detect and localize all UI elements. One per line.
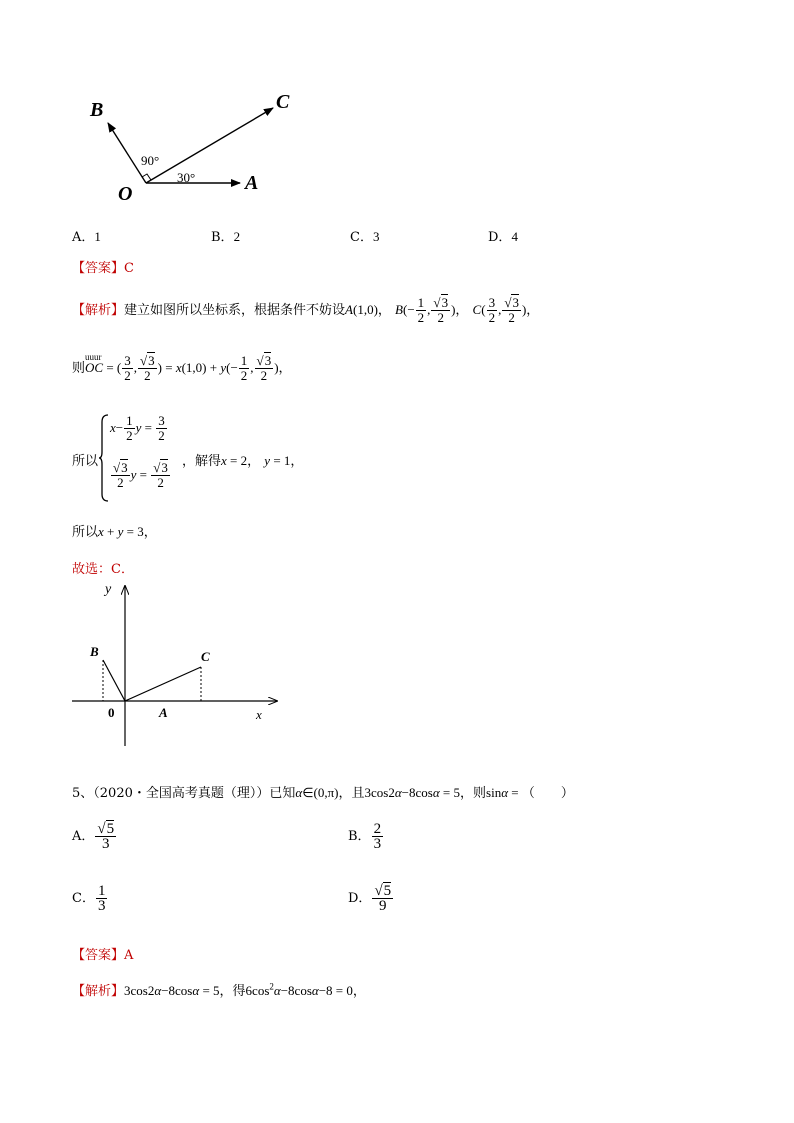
label-c: C	[276, 91, 290, 113]
q5-analysis-line: 【解析】3cos2α−8cosα = 5，得$6\cos^2\alpha-8\cos\alpha-8 = 0$，	[72, 981, 366, 999]
analysis-line-2: 则 uuur OC = ( $\frac{3}{2}$ , $\frac{√3}{2}$ ) = x(1,0) + y(− $\frac{1}{2}$ , $\frac{√3}{2}$ )，	[72, 352, 292, 383]
analysis-sum-line: 所以x + y = 3，	[72, 524, 157, 540]
label-x: x	[256, 707, 262, 722]
label-o: O	[118, 183, 133, 205]
angle-30-label: 30°	[177, 170, 196, 185]
equation-2: $\frac{√3}{2}$ y = $\frac{√3}{2}$	[113, 460, 168, 490]
label-b2: B	[90, 644, 99, 659]
option-c: C．3	[350, 229, 380, 245]
analysis-line-1: 【解析】建立如图所以坐标系，根据条件不妨设A(1,0)， B(− $\frac{1}{2}$ , $\frac{√3}{2}$ )， C( $\frac{3}{2}$ , $\frac{√3}{2}$ )，	[72, 295, 540, 325]
label-zero: 0	[108, 705, 115, 720]
q5-stem: 5、（2020・全国高考真题（理））已知α∈(0,π)，且3cos2α−8cosα = 5，则sinα = （ ）	[72, 785, 574, 801]
answer-line: 【答案】C	[72, 261, 134, 276]
option-a: A．1	[72, 229, 101, 245]
analysis-so-label: 所以	[72, 454, 99, 469]
equation-1: x− $\frac{1}{2}$ y = $\frac{3}{2}$	[110, 413, 165, 443]
q5-option-d: D． $\frac{√5}{9}$	[348, 883, 392, 914]
q5-answer-line: 【答案】A	[72, 948, 134, 963]
option-b: B．2	[211, 229, 241, 245]
solve-result: ，解得x = 2， y = 1，	[182, 453, 304, 469]
q5-option-c: C． $\frac{1}{3}$	[72, 883, 106, 914]
label-y: y	[105, 582, 112, 597]
coordinate-figure	[70, 580, 285, 750]
segment-ob	[103, 660, 125, 701]
label-a: A	[245, 172, 259, 194]
segment-oc	[125, 667, 201, 701]
q5-option-b: B． $\frac{2}{3}$	[348, 821, 382, 852]
label-c2: C	[201, 649, 210, 664]
label-a2: A	[159, 705, 168, 720]
q5-option-a: A． $\frac{√5}{3}$	[72, 821, 115, 852]
option-d: D．4	[488, 229, 518, 245]
vector-figure	[80, 86, 310, 208]
label-b: B	[90, 99, 104, 121]
brace	[98, 414, 110, 502]
choose-line: 故选：C．	[72, 562, 134, 577]
angle-90-label: 90°	[141, 153, 160, 168]
